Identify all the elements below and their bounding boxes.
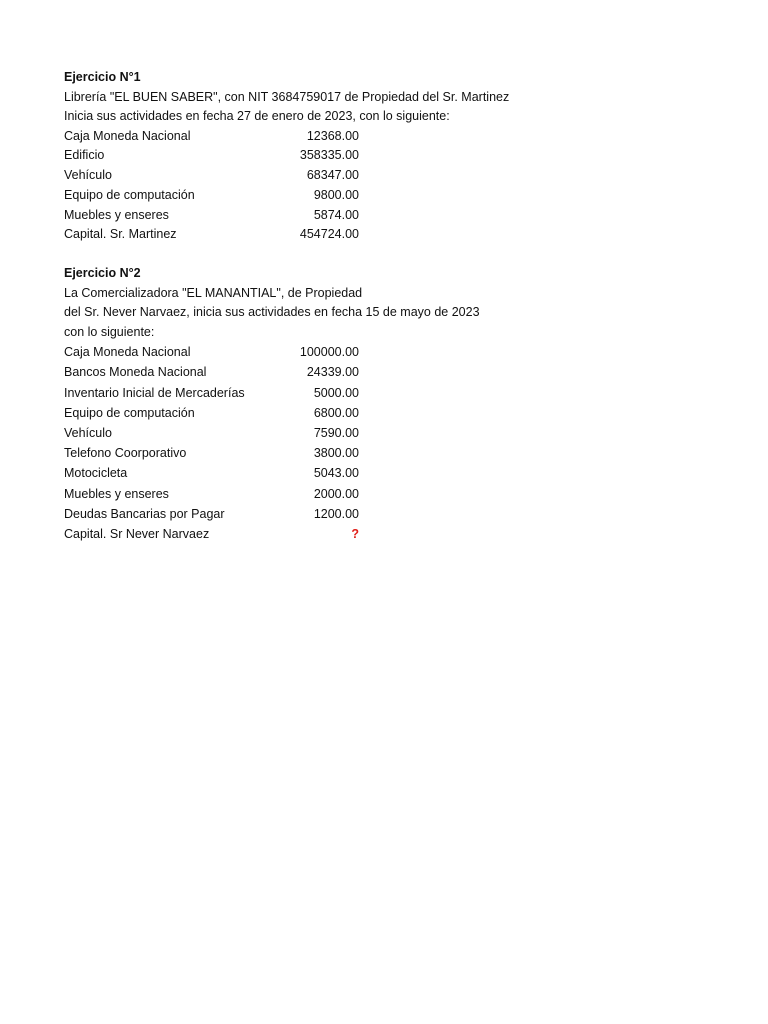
exercise-2-intro-line: La Comercializadora "EL MANANTIAL", de Propiedad [64, 285, 363, 300]
account-amount: 2000.00 [313, 486, 359, 501]
exercise-2-intro-line: del Sr. Never Narvaez, inicia sus actividades en fecha 15 de mayo de 2023 [64, 305, 480, 320]
account-amount: 454724.00 [299, 227, 359, 242]
account-label: Telefono Coorporativo [64, 446, 187, 461]
exercise-2-heading: Ejercicio N°2 [64, 266, 141, 281]
account-amount: 68347.00 [306, 168, 359, 183]
account-amount: 7590.00 [313, 426, 359, 441]
account-amount: 3800.00 [313, 446, 359, 461]
account-row [64, 403, 704, 423]
exercise-2-intro-line: con lo siguiente: [64, 324, 155, 339]
exercise-1-heading: Ejercicio N°1 [64, 70, 141, 84]
exercise-1-intro-line: Librería "EL BUEN SABER", con NIT 3684759017 de Propiedad del Sr. Martinez [64, 89, 510, 104]
account-label: Caja Moneda Nacional [64, 128, 191, 143]
account-row [64, 484, 704, 504]
exercise-1 [64, 68, 704, 245]
account-row [64, 342, 704, 362]
account-row [64, 443, 704, 463]
account-row-unknown-capital [64, 524, 704, 544]
account-amount: 9800.00 [313, 187, 359, 202]
account-label: Muebles y enseres [64, 207, 169, 222]
account-amount: 6800.00 [313, 405, 359, 420]
account-amount: 5874.00 [313, 207, 359, 222]
account-row [64, 127, 704, 147]
account-label: Equipo de computación [64, 187, 195, 202]
account-label: Capital. Sr. Martinez [64, 227, 177, 242]
account-row [64, 225, 704, 245]
account-label: Inventario Inicial de Mercaderías [64, 385, 245, 400]
account-label: Equipo de computación [64, 405, 195, 420]
account-amount: 358335.00 [299, 148, 359, 163]
document-page [64, 68, 704, 544]
account-row [64, 383, 704, 403]
account-row [64, 504, 704, 524]
account-label: Muebles y enseres [64, 486, 169, 501]
account-row [64, 423, 704, 443]
account-amount: 12368.00 [306, 128, 359, 143]
account-row [64, 362, 704, 382]
account-row [64, 166, 704, 186]
account-label: Deudas Bancarias por Pagar [64, 506, 225, 521]
account-label: Motocicleta [64, 466, 128, 481]
account-row [64, 146, 704, 166]
account-label: Capital. Sr Never Narvaez [64, 526, 210, 541]
account-label: Edificio [64, 148, 105, 163]
exercise-1-intro-line: Inicia sus actividades en fecha 27 de enero de 2023, con lo siguiente: [64, 109, 450, 123]
exercise-2 [64, 264, 704, 544]
account-label: Vehículo [64, 426, 112, 441]
account-amount: 5000.00 [313, 385, 359, 400]
account-label: Vehículo [64, 168, 112, 183]
account-row [64, 206, 704, 226]
account-amount: 100000.00 [299, 345, 359, 360]
account-label: Caja Moneda Nacional [64, 345, 191, 360]
unknown-amount-marker: ? [351, 526, 359, 541]
account-label: Bancos Moneda Nacional [64, 365, 207, 380]
account-row [64, 186, 704, 206]
account-amount: 5043.00 [313, 466, 359, 481]
account-row [64, 463, 704, 483]
account-amount: 1200.00 [313, 506, 359, 521]
account-amount: 24339.00 [306, 365, 359, 380]
